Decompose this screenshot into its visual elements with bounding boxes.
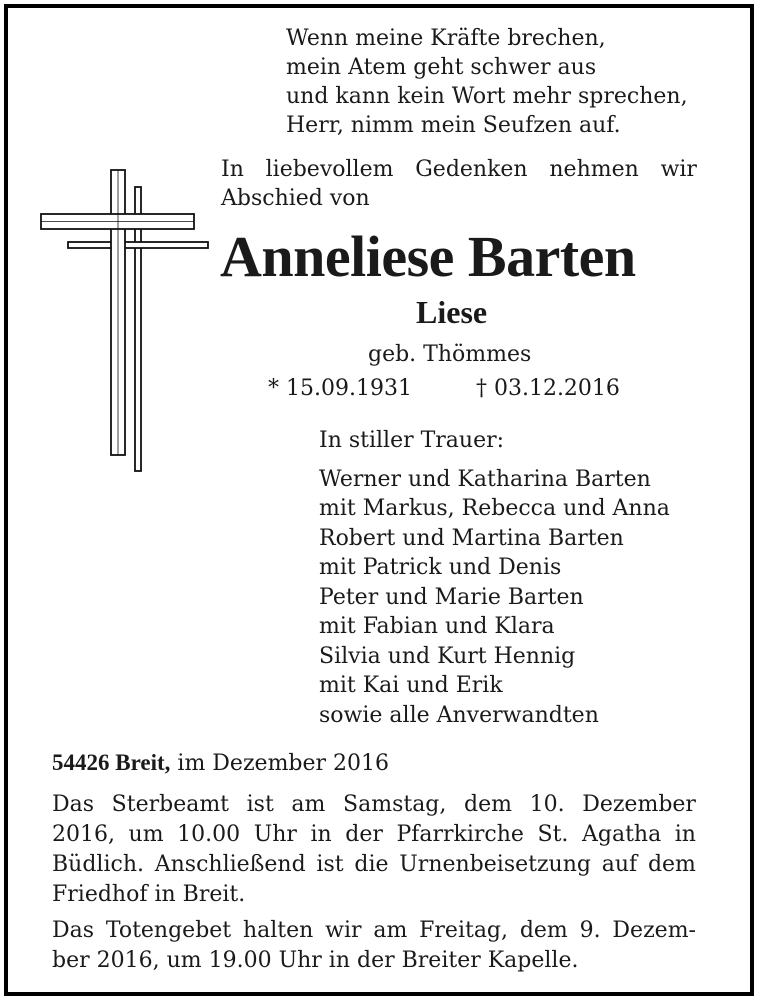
word: Sterbeamt [111, 792, 230, 817]
mourner-line: mit Markus, Rebecca und Anna [319, 496, 670, 521]
mourners-block [319, 426, 670, 730]
mourner-line: Peter und Marie Barten [319, 584, 584, 610]
word: Dezem- [612, 918, 696, 943]
word: Urnenbeisetzung [399, 852, 591, 877]
word: ist [246, 792, 274, 817]
word: Uhr [253, 822, 297, 847]
service-line [52, 790, 696, 820]
deceased-name: Anneliese Barten [220, 224, 636, 289]
word: der [345, 822, 383, 847]
word: 9. [579, 918, 601, 943]
word: Totengebet [105, 918, 232, 943]
word: Samstag, [343, 792, 447, 817]
word: die [354, 852, 389, 877]
word: ist [316, 852, 344, 877]
mourner-line: mit Patrick und Denis [319, 555, 562, 580]
death-date: † 03.12.2016 [475, 376, 620, 401]
place-date-text: im Dezember 2016 [177, 751, 390, 776]
intro-line-2: Abschied von [221, 186, 370, 211]
mourner-line: mit Kai und Erik [319, 673, 503, 698]
word: Das [52, 792, 95, 817]
poem-line: mein Atem geht schwer aus [286, 55, 597, 80]
double-cross-icon [36, 165, 212, 475]
intro-line-1 [221, 155, 697, 184]
word: ber 2016, um 19.00 Uhr in der Breiter Kapelle. [52, 948, 579, 973]
intro-word: liebevollem [265, 157, 394, 182]
word: 2016, [52, 822, 115, 847]
poem-line: Herr, nimm mein Seufzen auf. [286, 113, 621, 138]
place-location: 54426 Breit, [52, 750, 171, 775]
intro-word: In [221, 157, 244, 182]
intro-word: nehmen [549, 157, 639, 182]
prayer-paragraph [52, 916, 696, 976]
word: Dezember [582, 792, 696, 817]
word: Anschließend [154, 852, 306, 877]
mourner-line: Robert und Martina Barten [319, 525, 624, 551]
word: Friedhof in Breit. [52, 882, 246, 907]
word: wir [325, 918, 362, 943]
word: halten [242, 918, 314, 943]
word: in [674, 822, 696, 847]
word: dem [647, 852, 696, 877]
service-line [52, 880, 696, 910]
mourners-heading: In stiller Trauer: [319, 428, 505, 453]
prayer-line [52, 916, 696, 946]
mourner-line: Silvia und Kurt Hennig [319, 643, 576, 669]
mourner-line: Werner und Katharina Barten [319, 466, 651, 492]
word: Das [52, 918, 95, 943]
poem [286, 24, 688, 140]
word: Agatha [581, 822, 662, 847]
mourner-line: mit Fabian und Klara [319, 614, 555, 639]
intro-word: wir [660, 157, 697, 182]
place-date [52, 748, 389, 778]
mourners-list [319, 465, 670, 731]
intro-text [221, 155, 697, 213]
poem-line: Wenn meine Kräfte brechen, [286, 26, 606, 51]
prayer-line [52, 946, 696, 976]
word: am [373, 918, 408, 943]
word: 10.00 [177, 822, 241, 847]
poem-line: und kann kein Wort mehr sprechen, [286, 84, 688, 109]
word: Büdlich. [52, 852, 144, 877]
mourner-line: sowie alle Anverwandten [319, 702, 599, 728]
service-line [52, 820, 696, 850]
deceased-nickname: Liese [416, 294, 488, 330]
birth-date: * 15.09.1931 [268, 376, 412, 401]
word: auf [601, 852, 638, 877]
word: in [310, 822, 332, 847]
word: um [128, 822, 164, 847]
life-dates [268, 374, 620, 403]
intro-word: Gedenken [415, 157, 528, 182]
service-paragraph [52, 790, 696, 910]
word: dem [464, 792, 512, 817]
word: Pfarrkirche [396, 822, 524, 847]
service-line [52, 850, 696, 880]
word: am [291, 792, 326, 817]
birth-name: geb. Thömmes [368, 342, 532, 367]
word: Freitag, [419, 918, 509, 943]
word: dem [519, 918, 568, 943]
word: 10. [529, 792, 565, 817]
word: St. [537, 822, 569, 847]
